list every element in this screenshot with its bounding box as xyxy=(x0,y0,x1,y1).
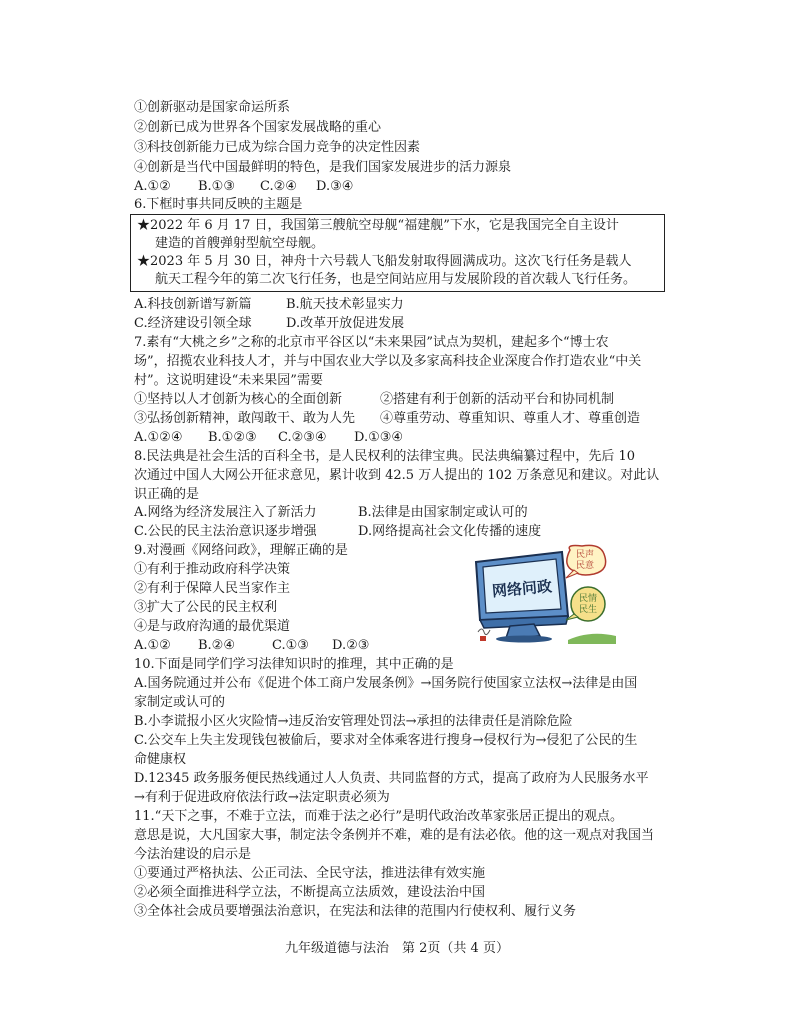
q5-options xyxy=(134,179,353,195)
q10-line-7: →有利于促进政府依法行政→法定职责必须为 xyxy=(134,790,390,805)
q7-options xyxy=(134,430,403,446)
bubble-top-text-part: 民意 xyxy=(576,561,595,571)
q9-stem: 9.对漫画《网络问政》，理解正确的是 xyxy=(134,543,348,558)
q8-stem-line-1: 8.民法典是社会生活的百科全书，是人民权利的法律宝典。民法典编纂过程中，先后 10 xyxy=(134,449,636,464)
q5-item-1: ①创新驱动是国家命运所系 xyxy=(134,100,291,115)
q6-option-d: D.改革开放促进发展 xyxy=(286,316,405,331)
q8-stem-line-2: 次通过中国人大网公开征求意见，累计收到 42.5 万人提出的 102 万条意见和建议。对此认 xyxy=(134,468,660,483)
q8-options-row-1 xyxy=(134,505,528,521)
q6-box-line-4: 航天工程今年的第二次飞行任务，也是空间站应用与发展阶段的首次载人飞行任务。 xyxy=(155,272,637,287)
q6-options-row-2 xyxy=(134,316,404,332)
q10-line-6: D.12345 政务服务便民热线通过人人负责、共同监督的方式，提高了政府为人民服务水平 xyxy=(134,771,649,786)
q5-item-4: ④创新是当代中国最鲜明的特色，是我们国家发展进步的活力源泉 xyxy=(134,160,512,175)
q9-option-b: B.②④ xyxy=(198,638,235,653)
q5-item-3: ③科技创新能力已成为综合国力竞争的决定性因素 xyxy=(134,140,421,155)
q7-option-a: A.①②④ xyxy=(134,430,183,445)
q6-option-a: A.科技创新谱写新篇 xyxy=(134,297,252,312)
bubble-bottom-text xyxy=(579,592,597,615)
q7-stem-line-3: 村”。这说明建设“未来果园”需要 xyxy=(134,373,323,388)
q9-item-2: ②有利于保障人民当家作主 xyxy=(134,581,291,596)
q5-option-b: B.①③ xyxy=(198,179,235,194)
artist-signature xyxy=(478,629,490,635)
artist-seal xyxy=(480,636,486,641)
bubble-bottom-text-part: 民情 xyxy=(579,594,598,604)
q6-options-row-1 xyxy=(134,297,404,313)
page-footer: 九年级道德与法治 第 2页（共 4 页） xyxy=(285,941,509,956)
q8-options-row-2 xyxy=(134,524,541,540)
q9-option-c: C.①③ xyxy=(272,638,309,653)
q11-item-1: ①要通过严格执法、公正司法、全民守法，推进法律有效实施 xyxy=(134,866,486,881)
q7-item-4: ④尊重劳动、尊重知识、尊重人才、尊重创造 xyxy=(380,411,641,426)
q7-item-3: ③弘扬创新精神，敢闯敢干、敢为人先 xyxy=(134,411,356,426)
bubble-bottom-text-part: 民生 xyxy=(579,605,598,615)
q6-option-c: C.经济建设引领全球 xyxy=(134,316,252,331)
q10-line-4: C.公交车上失主发现钱包被偷后，要求对全体乘客进行搜身→侵权行为→侵犯了公民的生 xyxy=(134,733,638,748)
q11-item-2: ②必须全面推进科学立法，不断提高立法质效，建设法治中国 xyxy=(134,885,486,900)
q6-news-box xyxy=(130,214,665,292)
q10-stem: 10.下面是同学们学习法律知识时的推理，其中正确的是 xyxy=(134,657,454,672)
q11-stem-line-3: 今法治建设的启示是 xyxy=(134,847,252,862)
q7-item-2: ②搭建有利于创新的活动平台和协同机制 xyxy=(380,392,615,407)
q10-line-2: 家制定或认可的 xyxy=(134,695,226,710)
speech-bubble-bottom xyxy=(566,587,605,621)
q5-option-a: A.①② xyxy=(134,179,171,194)
q7-stem-line-1: 7.素有“大桃之乡”之称的北京市平谷区以“未来果园”试点为契机，建起多个“博士农 xyxy=(134,335,609,350)
q7-items-row-2 xyxy=(134,411,640,427)
q7-option-b: B.①②③ xyxy=(208,430,257,445)
q10-line-5: 命健康权 xyxy=(134,752,187,767)
q5-option-d: D.③④ xyxy=(316,179,354,194)
bubble-top-text xyxy=(576,548,594,571)
q9-option-a: A.①② xyxy=(134,638,171,653)
grass-decoration xyxy=(568,634,616,644)
q6-box-line-1: ★2022 年 6 月 17 日，我国第三艘航空母舰“福建舰”下水，它是我国完全自主设计 xyxy=(137,218,619,233)
q10-line-1: A.国务院通过并公布《促进个体工商户发展条例》→国务院行使国家立法权→法律是由国 xyxy=(134,676,638,691)
q9-item-1: ①有利于推动政府科学决策 xyxy=(134,562,291,577)
speech-bubble-top xyxy=(566,545,606,578)
q8-option-b: B.法律是由国家制定或认可的 xyxy=(358,505,528,520)
q11-stem-line-1: 11.“天下之事，不难于立法，而难于法之必行”是明代政治改革家张居正提出的观点。 xyxy=(134,809,623,824)
q9-item-4: ④是与政府沟通的最优渠道 xyxy=(134,619,291,634)
q6-box-line-3: ★2023 年 5 月 30 日，神舟十六号载人飞船发射取得圆满成功。这次飞行任务是载人 xyxy=(137,254,632,269)
q7-option-d: D.①③④ xyxy=(354,430,404,445)
q6-stem: 6.下框时事共同反映的主题是 xyxy=(134,197,303,212)
q6-option-b: B.航天技术彰显实力 xyxy=(286,297,404,312)
q7-option-c: C.②③④ xyxy=(278,430,327,445)
q6-box-line-2: 建造的首艘弹射型航空母舰。 xyxy=(155,236,325,251)
q5-item-2: ②创新已成为世界各个国家发展战略的重心 xyxy=(134,120,382,135)
q8-option-d: D.网络提高社会文化传播的速度 xyxy=(358,524,542,539)
q9-options xyxy=(134,638,369,654)
q10-line-3: B.小李谎报小区火灾险情→违反治安管理处罚法→承担的法律责任是消除危险 xyxy=(134,714,573,729)
bubble-top-text-part: 民声 xyxy=(576,550,595,560)
q11-stem-line-2: 意思是说，大凡国家大事，制定法令条例并不难，难的是有法必依。他的这一观点对我国当 xyxy=(134,828,655,843)
q9-item-3: ③扩大了公民的民主权利 xyxy=(134,600,278,615)
cartoon-screen-text: 网络问政 xyxy=(491,577,553,601)
network-governance-cartoon xyxy=(470,544,618,644)
q11-item-3: ③全体社会成员要增强法治意识，在宪法和法律的范围内行使权利、履行义务 xyxy=(134,904,577,919)
q8-option-a: A.网络为经济发展注入了新活力 xyxy=(134,505,317,520)
q8-stem-line-3: 识正确的是 xyxy=(134,487,200,502)
q7-stem-line-2: 场”，招揽农业科技人才，并与中国农业大学以及多家高科技企业深度合作打造农业“中关 xyxy=(134,354,642,369)
q9-option-d: D.②③ xyxy=(332,638,370,653)
q8-option-c: C.公民的民主法治意识逐步增强 xyxy=(134,524,317,539)
q7-item-1: ①坚持以人才创新为核心的全面创新 xyxy=(134,392,343,407)
q7-items-row-1 xyxy=(134,392,614,408)
q5-option-c: C.②④ xyxy=(260,179,297,194)
